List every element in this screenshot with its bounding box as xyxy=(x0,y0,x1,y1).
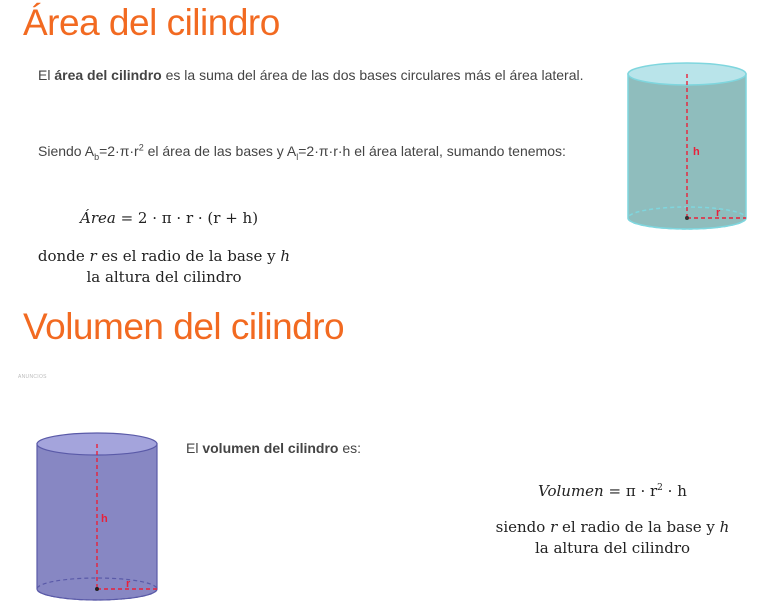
area-desc-r: r xyxy=(89,247,97,265)
area-desc-post: la altura del cilindro xyxy=(86,268,242,286)
volume-formula-lhs: Volumen xyxy=(538,482,604,500)
sub-b: b xyxy=(94,151,100,162)
area-intro-post: es la suma del área de las dos bases circulares más el área lateral. xyxy=(161,67,584,83)
purple-cylinder-illustration xyxy=(32,428,162,606)
volume-desc-mid: el radio de la base y xyxy=(557,518,720,536)
lateral-text: el área lateral, sumando tenemos: xyxy=(350,143,566,159)
volume-heading: Volumen del cilindro xyxy=(23,306,345,347)
volume-intro-pre: El xyxy=(186,440,203,456)
siendo-text: Siendo A xyxy=(38,143,95,159)
volume-formula-rhs: = π · r xyxy=(603,482,658,500)
volume-formula xyxy=(538,482,687,500)
area-intro-pre: El xyxy=(38,67,55,83)
eq-bases: =2·π·r xyxy=(99,143,139,159)
volume-desc-pre: siendo xyxy=(495,518,551,536)
volume-intro-post: es: xyxy=(338,440,362,456)
area-desc-pre: donde xyxy=(37,247,90,265)
volume-intro-bold: volumen del cilindro xyxy=(202,440,339,456)
eq-lateral: =2·π·r·h xyxy=(298,143,351,159)
teal-cylinder-illustration xyxy=(622,58,752,236)
area-formula-rhs: = 2 · π · r · (r + h) xyxy=(115,209,259,227)
center-point xyxy=(685,216,689,220)
volume-description xyxy=(490,517,735,559)
area-formula-paragraph xyxy=(18,134,612,168)
sup-2: 2 xyxy=(138,142,144,153)
area-desc-mid: es el radio de la base y xyxy=(96,247,281,265)
center-point xyxy=(95,587,99,591)
volume-intro xyxy=(186,440,361,456)
bases-text: el área de las bases y A xyxy=(143,143,297,159)
volume-desc-post: la altura del cilindro xyxy=(534,539,691,557)
label-h: h xyxy=(101,513,108,525)
area-formula xyxy=(80,209,258,227)
volume-formula-sup: 2 xyxy=(657,483,663,493)
label-r: r xyxy=(126,578,131,590)
label-r: r xyxy=(716,207,721,219)
ads-label: ANUNCIOS xyxy=(18,374,47,380)
area-heading: Área del cilindro xyxy=(23,2,280,43)
area-desc-h: h xyxy=(280,247,291,265)
area-intro-paragraph xyxy=(18,62,612,88)
volume-desc-h: h xyxy=(719,518,730,536)
volume-desc-r: r xyxy=(550,518,558,536)
area-formula-lhs: Área xyxy=(80,209,116,227)
area-intro-bold: área del cilindro xyxy=(54,67,162,83)
sub-l: l xyxy=(296,151,299,162)
label-h: h xyxy=(693,146,700,158)
area-description xyxy=(34,246,294,288)
volume-formula-end: · h xyxy=(662,482,687,500)
